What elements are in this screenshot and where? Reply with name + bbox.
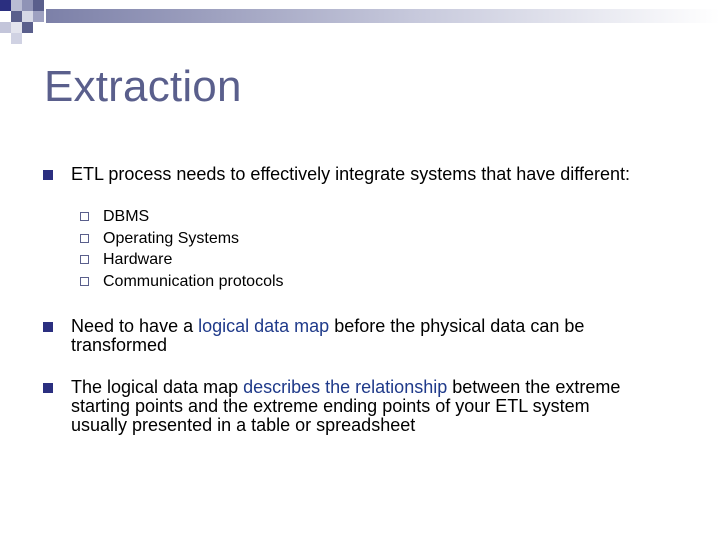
sub-bullet-text: Hardware (103, 251, 173, 268)
bullet-text: between the extreme starting points and the extreme ending points of your ETL system usually presented in a table or spreadsheet (71, 377, 621, 435)
highlight-term: logical data map (198, 316, 330, 336)
bullet-text: Need to have a (71, 316, 199, 336)
sub-bullet-text: Operating Systems (103, 229, 240, 247)
square-outline-icon (80, 234, 89, 243)
bullet-etl-integration: ETL process needs to effectively integrate systems that have different: (71, 164, 630, 184)
highlight-term: describes the relationship (243, 377, 448, 397)
bullet-text: The logical data map (71, 377, 244, 397)
slide-title: Extraction (44, 62, 242, 111)
bullet-marker (43, 170, 53, 180)
square-outline-icon (80, 255, 89, 264)
sub-bullet-text: DBMS (103, 208, 150, 225)
bullet-map-description (71, 378, 631, 435)
sub-bullet-text: Communication protocols (103, 272, 284, 290)
bullet-logical-data-map (71, 317, 631, 355)
bullet-marker (43, 322, 53, 332)
header-decoration (0, 0, 720, 48)
bullet-marker (43, 383, 53, 393)
square-outline-icon (80, 212, 89, 221)
bullet-text: before the physical data can be transformed (71, 316, 585, 355)
square-outline-icon (80, 277, 89, 286)
